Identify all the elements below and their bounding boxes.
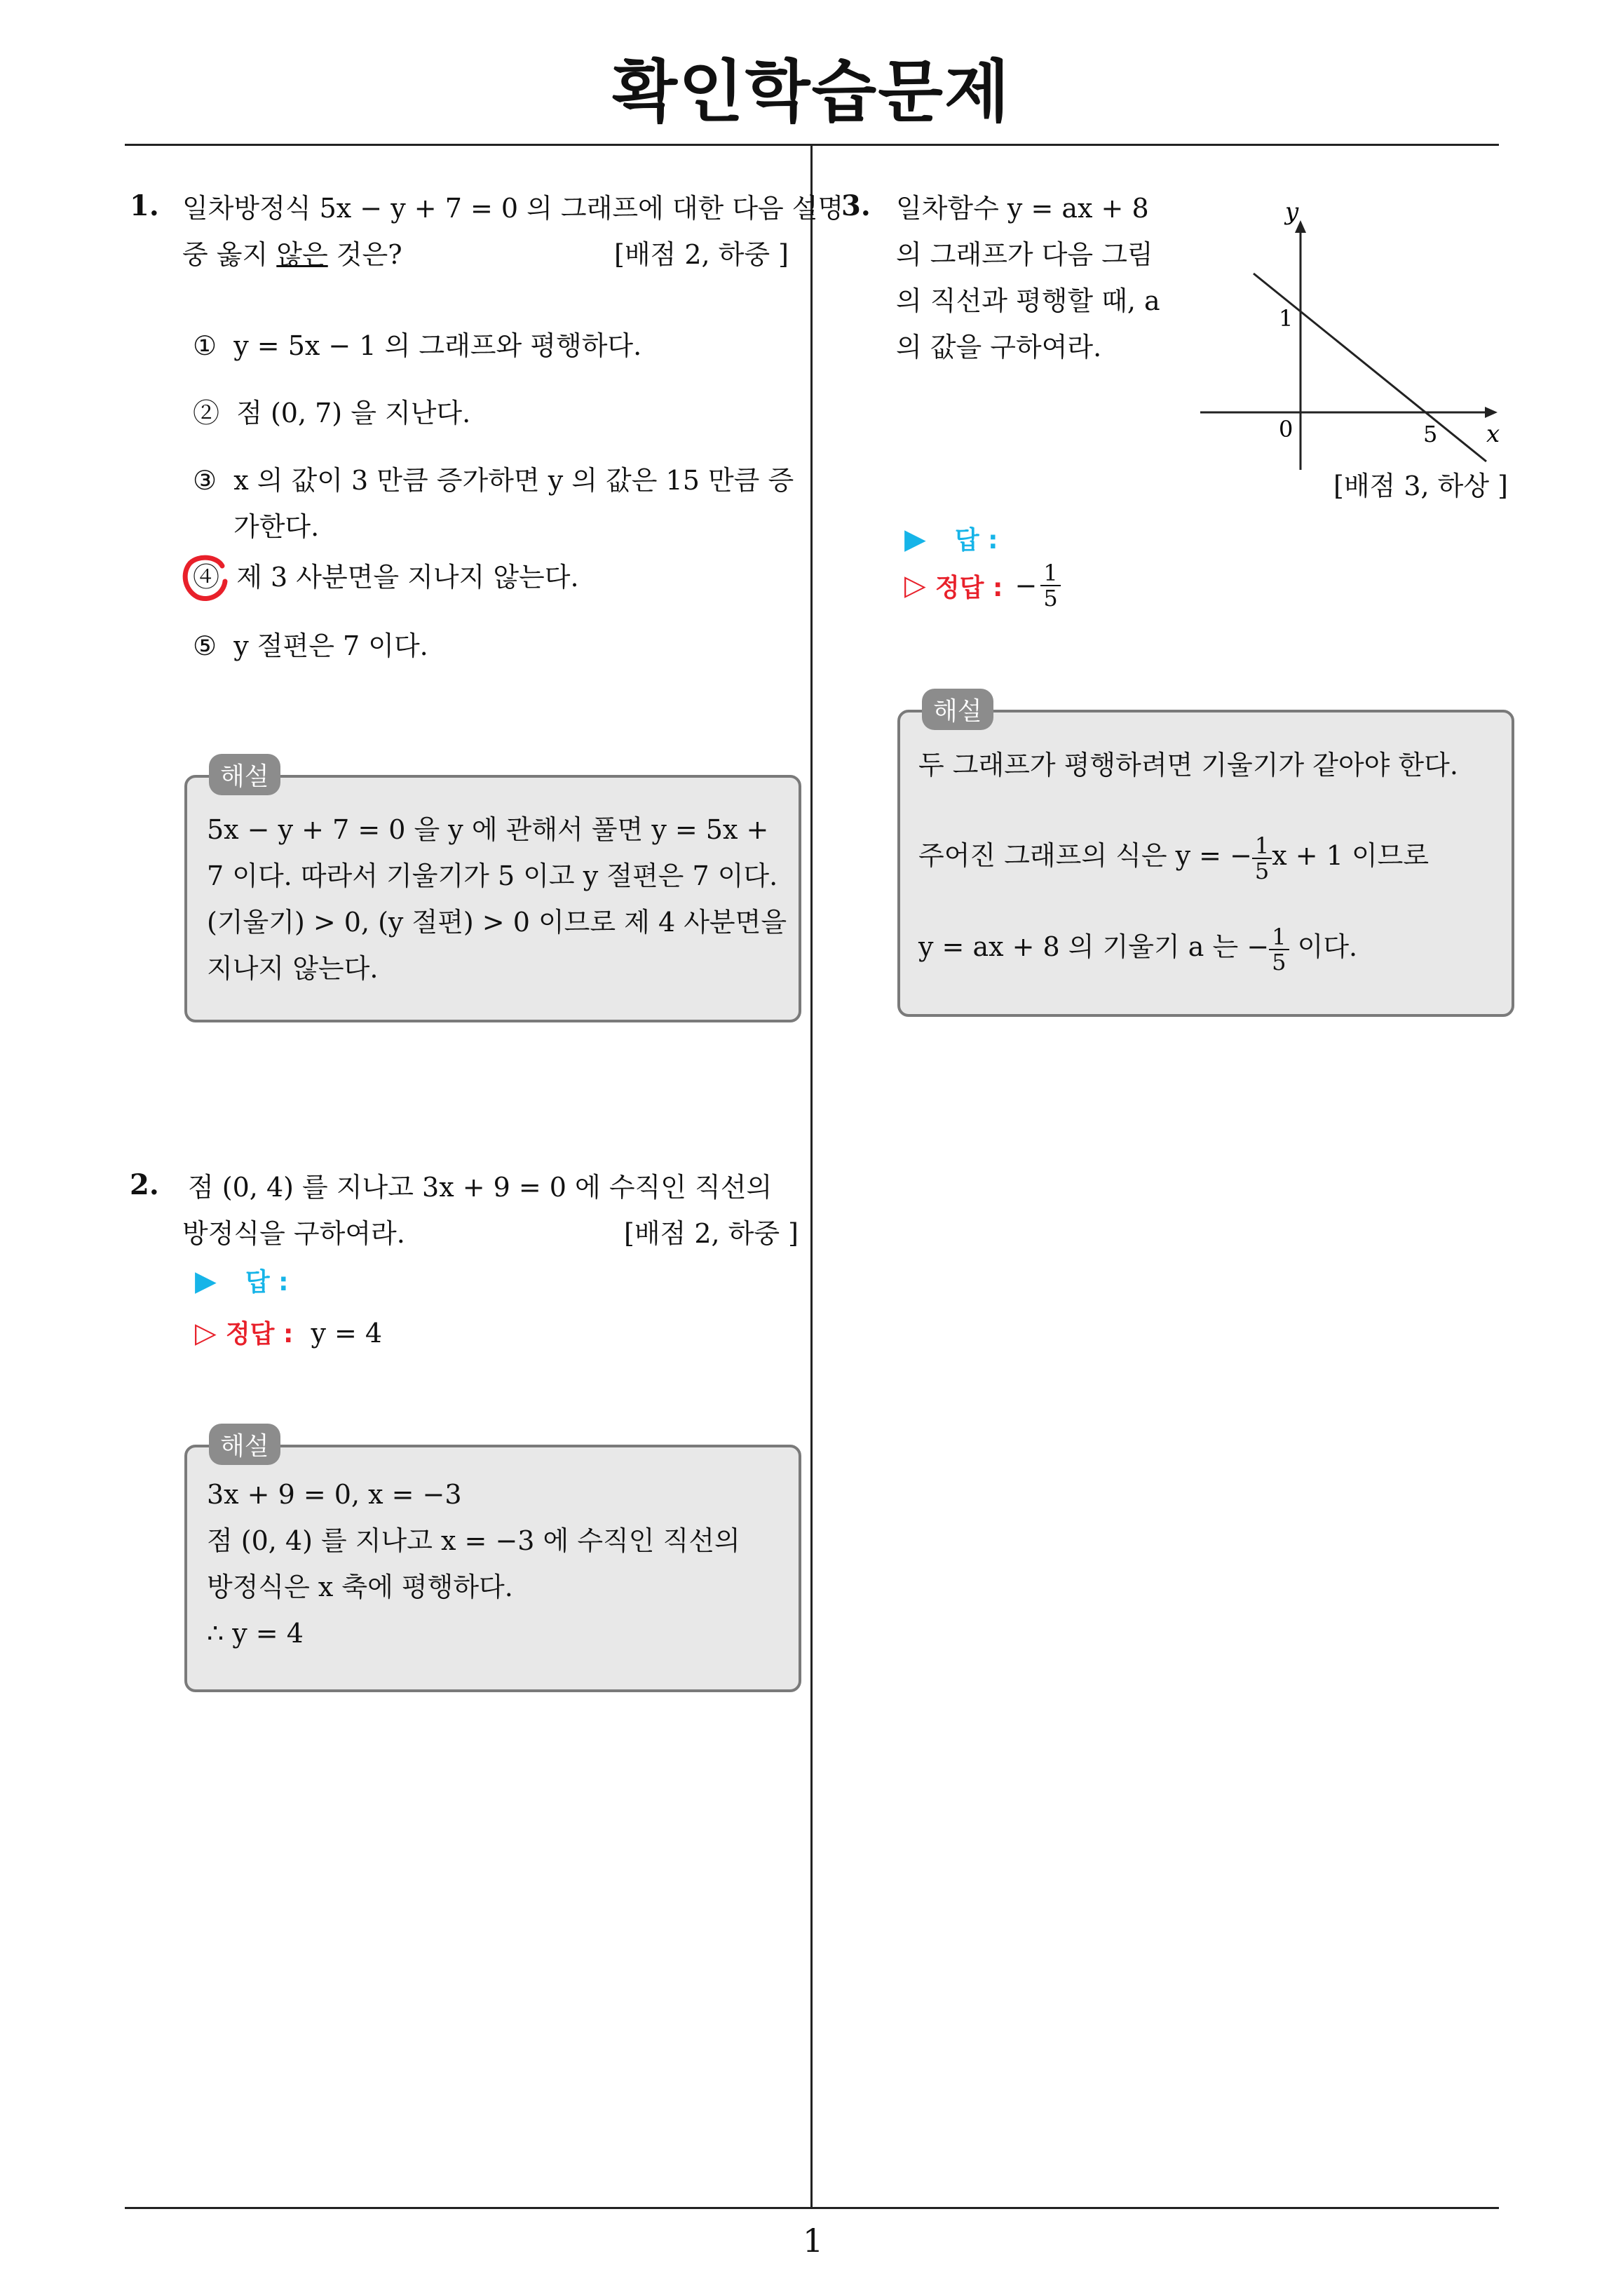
x-axis-arrow [1485,407,1498,418]
q3-stem-line: 의 그래프가 다음 그림 [896,239,1153,270]
q3-number: 3. [841,189,871,222]
q1-explanation-line: 지나지 않는다. [207,953,379,984]
q2-correct-row [195,1310,382,1356]
q2-number: 2. [130,1168,159,1201]
play-arrow-icon: ▶ [195,1265,217,1297]
q1-option-1[interactable]: ① y = 5x − 1 의 그래프와 평행하다. [193,330,642,361]
x-intercept-label: 5 [1423,421,1438,447]
q1-number: 1. [130,189,159,222]
q3-explanation-line: 주어진 그래프의 식은 y = − $\frac{1}{5}$ x + 1 이므로 [918,832,1430,884]
q3-stem-line: 의 직선과 평행할 때, a [896,285,1160,316]
page-title: 확인학습문제 [612,53,1011,131]
q3-score-meta: [배점 3, 하상 ] [1333,471,1508,501]
correct-label: 정답 : [225,1320,294,1349]
q3-explanation-tag: 해설 [922,689,993,730]
x-axis-label: x [1486,420,1500,448]
q1-stem-line1: 일차방정식 5x − y + 7 = 0 의 그래프에 대한 다음 설명 [182,193,844,224]
page-number: 1 [803,2222,824,2260]
q2-score-meta: [배점 2, 하중 ] [624,1218,799,1249]
origin-label: 0 [1279,416,1293,443]
q2-explanation-line: 3x + 9 = 0, x = −3 [207,1479,462,1510]
correct-label: 정답 : [935,573,1003,602]
q2-answer-row [195,1262,289,1304]
correct-value: y = 4 [311,1318,383,1349]
q3-explanation-line: y = ax + 8 의 기울기 a 는 − $\frac{1}{5}$ 이다. [918,923,1358,975]
q1-option-4[interactable]: ④ 제 3 사분면을 지나지 않는다. [193,562,579,593]
q3-stem-line: 일차함수 y = ax + 8 [896,193,1149,224]
q1-explanation-tag: 해설 [209,754,280,795]
q1-explanation-line: (기울기) > 0, (y 절편) > 0 이므로 제 4 사분면을 [207,907,787,938]
q1-explanation-line: 5x − y + 7 = 0 을 y 에 관해서 풀면 y = 5x + [207,814,769,845]
q1-explanation-line: 7 이다. 따라서 기울기가 5 이고 y 절편은 7 이다. [207,860,778,891]
answer-label: 답 : [954,526,998,555]
q1-score-meta: [배점 2, 하중 ] [614,239,789,270]
q1-option-3[interactable]: ③ x 의 값이 3 만큼 증가하면 y 의 값은 15 만큼 증 [193,465,794,496]
q2-explanation-line: 점 (0, 4) 를 지나고 x = −3 에 수직인 직선의 [207,1525,740,1556]
q3-stem-line: 의 값을 구하여라. [896,332,1102,363]
q1-option-2[interactable]: ② 점 (0, 7) 을 지난다. [193,398,471,428]
y-axis-label: y [1285,198,1299,226]
q2-explanation-tag: 해설 [209,1424,280,1465]
correct-sign: − [1014,570,1038,601]
outline-arrow-icon: ▷ [195,1317,217,1349]
q1-stem-line2: 중 옳지 않은 것은? [182,239,402,270]
q2-stem-line2: 방정식을 구하여라. [182,1218,405,1249]
y-intercept-label: 1 [1279,305,1293,332]
bottom-rule [125,2207,1499,2209]
q3-correct-row [904,561,1061,610]
q1-option-5[interactable]: ⑤ y 절편은 7 이다. [193,630,428,661]
answer-circle-mark [179,551,232,604]
play-arrow-icon: ▶ [904,523,926,555]
q3-line-graph [1192,196,1514,470]
q2-explanation-line: 방정식은 x 축에 평행하다. [207,1572,513,1602]
q2-explanation-line: ∴ y = 4 [207,1618,304,1649]
q3-answer-row [904,520,998,556]
q3-explanation-line: 두 그래프가 평행하려면 기울기가 같아야 한다. [918,750,1458,781]
q2-stem-line1: 점 (0, 4) 를 지나고 3x + 9 = 0 에 수직인 직선의 [188,1172,773,1203]
correct-fraction: $\frac{1}{5}$ [1040,561,1060,610]
outline-arrow-icon: ▷ [904,569,926,602]
column-divider [810,145,813,2207]
answer-label: 답 : [245,1268,289,1297]
q1-option-3-cont: 가한다. [233,511,320,542]
